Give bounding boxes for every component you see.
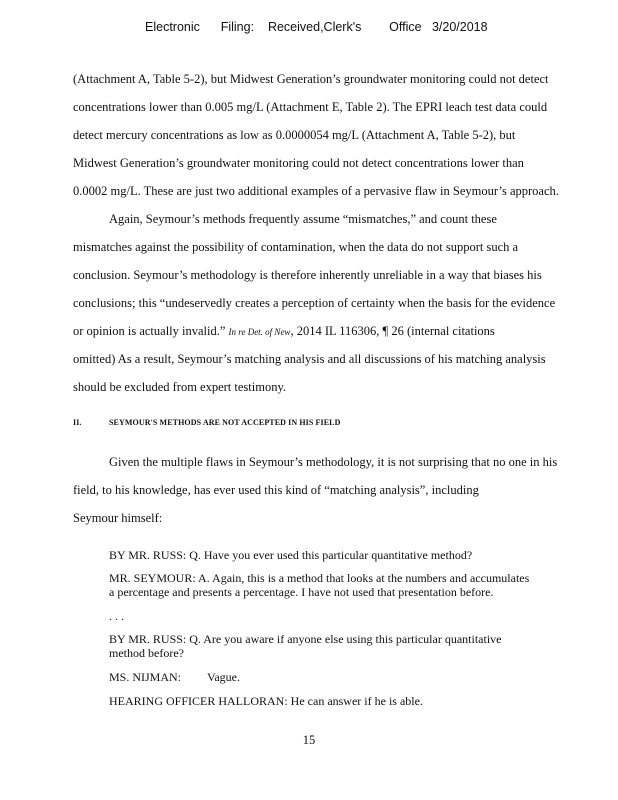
body-text: or opinion is actually invalid.” (73, 324, 226, 338)
case-citation: In re Det. of New (228, 327, 291, 337)
body-line: detect mercury concentrations as low as 0.0000054 mg/L (Attachment A, Table 5-2), but (73, 128, 516, 142)
section-title: SEYMOUR'S METHODS ARE NOT ACCEPTED IN HIS FIELD (109, 418, 341, 427)
transcript-answer: a percentage and presents a percentage. I have not used that presentation before. (109, 585, 494, 599)
citation-detail: , 2014 IL 116306, ¶ 26 (internal citations (290, 324, 495, 338)
body-line: conclusions; this “undeservedly creates a perception of certainty when the basis for the evidence (73, 296, 556, 310)
objection-speaker: MS. NIJMAN: (109, 670, 182, 684)
body-line-with-citation (73, 324, 495, 339)
section-heading (73, 418, 341, 427)
transcript-ruling: HEARING OFFICER HALLORAN: He can answer if he is able. (109, 694, 423, 708)
body-line: conclusion. Seymour’s methodology is therefore inherently unreliable in a way that biases his (73, 268, 542, 282)
body-line: (Attachment A, Table 5-2), but Midwest Generation’s groundwater monitoring could not detect (73, 72, 549, 86)
objection-text: Vague. (207, 670, 240, 684)
transcript-objection (109, 670, 240, 685)
body-line: Again, Seymour’s methods frequently assume “mismatches,” and count these (109, 212, 497, 226)
section-number: II. (73, 418, 82, 427)
transcript-question: method before? (109, 646, 184, 660)
transcript-answer: MR. SEYMOUR: A. Again, this is a method that looks at the numbers and accumulates (109, 571, 530, 585)
body-line: omitted) As a result, Seymour’s matching analysis and all discussions of his matching analysis (73, 352, 546, 366)
body-line: Given the multiple flaws in Seymour’s methodology, it is not surprising that no one in his (109, 455, 558, 469)
transcript-ellipsis: . . . (109, 609, 124, 623)
filing-header: Electronic Filing: Received,Clerk's Office 3/20/2018 (145, 20, 488, 34)
transcript-question: BY MR. RUSS: Q. Are you aware if anyone else using this particular quantitative (109, 632, 502, 646)
transcript-question: BY MR. RUSS: Q. Have you ever used this particular quantitative method? (109, 548, 473, 562)
body-line: mismatches against the possibility of contamination, when the data do not support such a (73, 240, 519, 254)
page-number: 15 (302, 733, 316, 747)
body-line: 0.0002 mg/L. These are just two additional examples of a pervasive flaw in Seymour’s approach. (73, 184, 559, 198)
body-line: concentrations lower than 0.005 mg/L (Attachment E, Table 2). The EPRI leach test data could (73, 100, 548, 114)
body-line: field, to his knowledge, has ever used this kind of “matching analysis”, including (73, 483, 479, 497)
body-line: Midwest Generation’s groundwater monitoring could not detect concentrations lower than (73, 156, 524, 170)
body-line: Seymour himself: (73, 511, 163, 525)
body-line: should be excluded from expert testimony. (73, 380, 287, 394)
